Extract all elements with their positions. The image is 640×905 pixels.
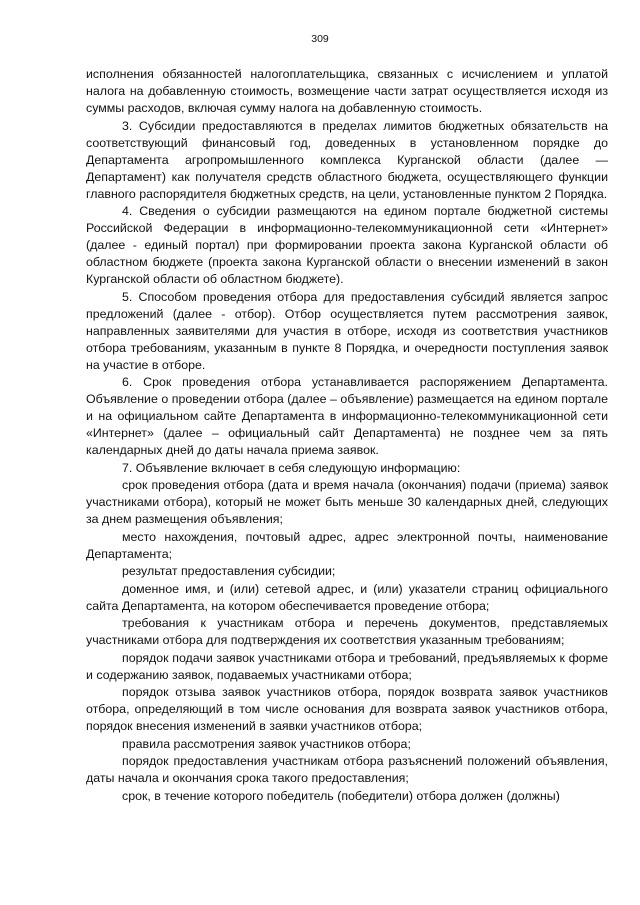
- paragraph-sub-deadline: срок проведения отбора (дата и время начала (окончания) подачи (приема) заявок участниками отбора), который не может быть меньше 30 календарных дней, следующих за днем размещения объявления;: [86, 478, 608, 526]
- paragraph-sub-review-rules: правила рассмотрения заявок участников отбора;: [122, 736, 411, 751]
- paragraph-item-3: 3. Субсидии предоставляются в пределах лимитов бюджетных обязательств на соответствующий финансовый год, доведенных в установленном порядке до Департамента агропромышленного комплекса Курганской области (далее — Департамент) как получателя средств областного бюджета, осуществляющего функции главного распорядителя бюджетных средств, на цели, установленные пунктом 2 Порядка.: [86, 118, 608, 201]
- paragraph-item-7: 7. Объявление включает в себя следующую информацию:: [122, 460, 461, 475]
- paragraph-sub-domain: доменное имя, и (или) сетевой адрес, и (или) указатели страниц официального сайта Департамента, на котором обеспечивается проведение отбора;: [86, 581, 608, 613]
- paragraph-item-5: 5. Способом проведения отбора для предоставления субсидий является запрос предложений (далее - отбор). Отбор осуществляется путем рассмотрения заявок, направленных заявителями для участия в отборе, исходя из соответствия участников отбора требованиям, указанным в пункте 8 Порядка, и очередности поступления заявок на участие в отборе.: [86, 289, 608, 372]
- page-number: 309: [311, 33, 329, 45]
- document-body: [86, 66, 608, 805]
- paragraph-sub-location: место нахождения, почтовый адрес, адрес электронной почты, наименование Департамента;: [86, 529, 608, 561]
- paragraph-sub-result: результат предоставления субсидии;: [122, 564, 336, 578]
- paragraph-sub-withdrawal: порядок отзыва заявок участников отбора, порядок возврата заявок участников отбора, определяющий в том числе основания для возврата заявок участников отбора, порядок внесения изменений в заявки участников отбора;: [86, 685, 608, 733]
- paragraph-continuation: исполнения обязанностей налогоплательщика, связанных с исчислением и уплатой налога на добавленную стоимость, возмещение части затрат осуществляется исходя из суммы расходов, включая сумму налога на добавленную стоимость.: [86, 67, 608, 115]
- paragraph-item-6: 6. Срок проведения отбора устанавливается распоряжением Департамента. Объявление о проведении отбора (далее – объявление) размещается на едином портале и на официальном сайте Департамента в информационно-телекоммуникационной сети «Интернет» (далее – официальный сайт Департамента) не позднее чем за пять календарных дней до даты начала приема заявок.: [86, 375, 608, 457]
- paragraph-sub-submission: порядок подачи заявок участниками отбора и требований, предъявляемых к форме и содержанию заявок, подаваемых участниками отбора;: [86, 650, 608, 682]
- paragraph-sub-requirements: требования к участникам отбора и перечень документов, представляемых участниками отбора для подтверждения их соответствия указанным требованиям;: [86, 616, 608, 647]
- paragraph-sub-winner-term: срок, в течение которого победитель (победители) отбора должен (должны): [122, 788, 560, 803]
- paragraph-item-4: 4. Сведения о субсидии размещаются на едином портале бюджетной системы Российской Федерации в информационно-телекоммуникационной сети «Интернет» (далее - единый портал) при формировании проекта закона Курганской области об областном бюджете (проекта закона Курганской области о внесении изменений в закон Курганской области об областном бюджете).: [86, 204, 608, 286]
- paragraph-sub-clarifications: порядок предоставления участникам отбора разъяснений положений объявления, даты начала и окончания срока такого предоставления;: [86, 754, 608, 785]
